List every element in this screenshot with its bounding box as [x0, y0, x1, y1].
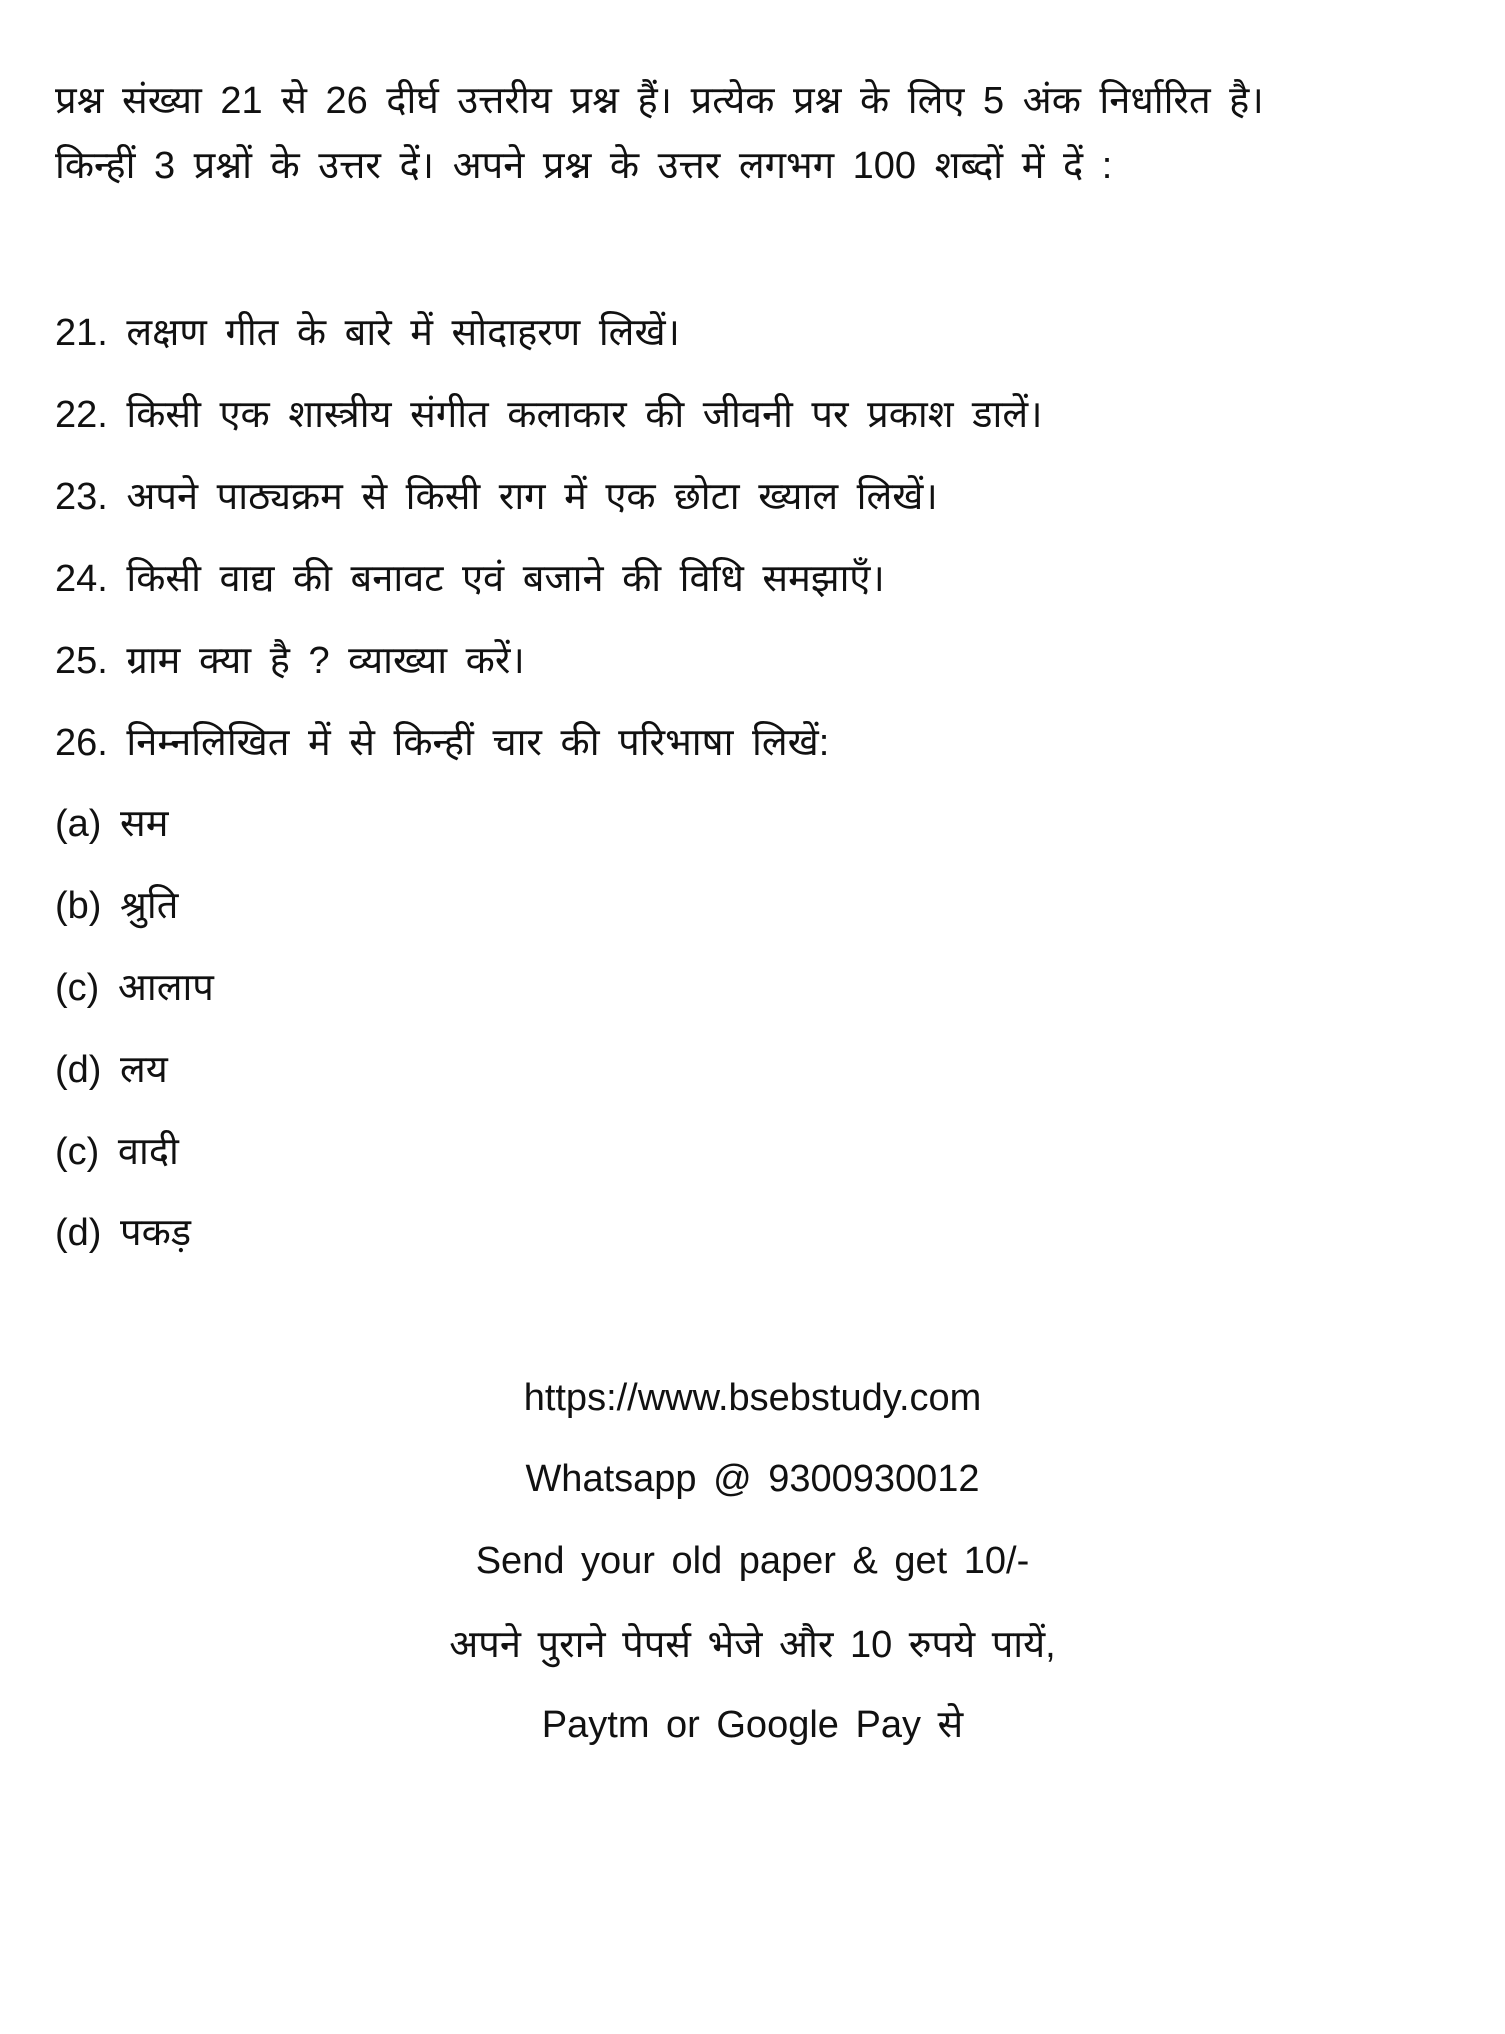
option-item: (c) आलाप: [55, 967, 214, 1009]
option-item: (d) पकड़: [55, 1212, 192, 1254]
question-24: 24. किसी वाद्य की बनावट एवं बजाने की विधि समझाएँ।: [55, 558, 885, 600]
option-item: (d) लय: [55, 1049, 168, 1091]
question-25: 25. ग्राम क्या है ? व्याख्या करें।: [55, 640, 525, 682]
option-item: (a) सम: [55, 803, 169, 845]
question-21: 21. लक्षण गीत के बारे में सोदाहरण लिखें।: [55, 312, 680, 354]
website-link[interactable]: https://www.bsebstudy.com: [523, 1377, 982, 1419]
whatsapp-contact: Whatsapp @ 9300930012: [525, 1458, 980, 1500]
question-22: 22. किसी एक शास्त्रीय संगीत कलाकार की जीवनी पर प्रकाश डालें।: [55, 394, 1043, 436]
question-23: 23. अपने पाठ्यक्रम से किसी राग में एक छोटा ख्याल लिखें।: [55, 476, 938, 518]
payment-text: Paytm or Google Pay से: [541, 1704, 964, 1746]
option-item: (c) वादी: [55, 1131, 179, 1173]
question-26: 26. निम्नलिखित में से किन्हीं चार की परिभाषा लिखें:: [55, 722, 830, 764]
promo-text: Send your old paper & get 10/-: [475, 1540, 1030, 1582]
instruction-line: किन्हीं 3 प्रश्नों के उत्तर दें। अपने प्रश्न के उत्तर लगभग 100 शब्दों में दें :: [55, 145, 1113, 187]
instruction-line: प्रश्न संख्या 21 से 26 दीर्घ उत्तरीय प्रश्न हैं। प्रत्येक प्रश्न के लिए 5 अंक निर्धारित है।: [55, 80, 1264, 122]
option-item: (b) श्रुति: [55, 885, 179, 927]
promo-text-hindi: अपने पुराने पेपर्स भेजे और 10 रुपये पायें,: [449, 1624, 1056, 1666]
